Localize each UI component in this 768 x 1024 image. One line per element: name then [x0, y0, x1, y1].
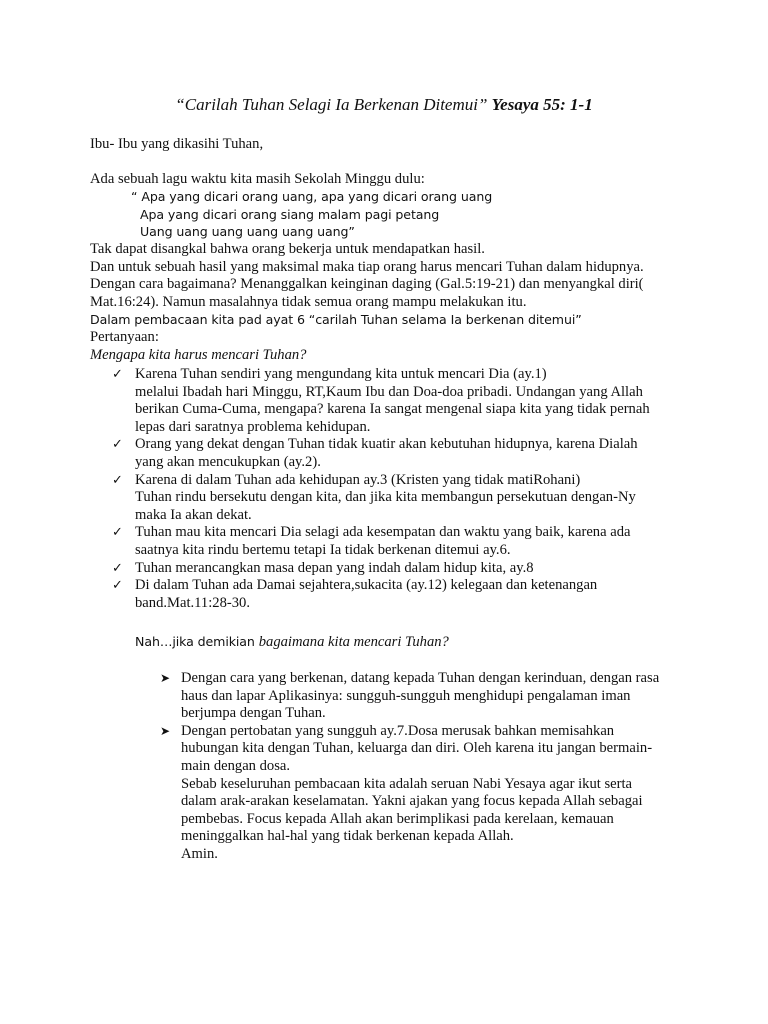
item-line: Karena di dalam Tuhan ada kehidupan ay.3 (Kristen yang tidak matiRohani) [135, 471, 581, 488]
song-line: “ Apa yang dicari orang uang, apa yang dicari orang uang [131, 189, 493, 204]
item-line: Karena Tuhan sendiri yang mengundang kita untuk mencari Dia (ay.1) [135, 366, 547, 382]
list-item [112, 560, 712, 578]
item-line: Tuhan mau kita mencari Dia selagi ada kesempatan dan waktu yang baik, karena ada [135, 524, 631, 541]
item-line: berikan Cuma-Cuma, mengapa? karena Ia sangat mengenal siapa kita yang tidak pernah [135, 401, 650, 418]
greeting [90, 136, 710, 154]
check-icon: ✓ [112, 578, 123, 594]
transition-prefix: Nah…jika demikian [135, 634, 259, 649]
list-item [112, 366, 712, 436]
item-line: hubungan kita dengan Tuhan, keluarga dan diri. Oleh karena itu jangan bermain- [181, 740, 653, 757]
list-item [160, 670, 720, 723]
intro-block [90, 171, 710, 189]
list-item [112, 436, 712, 471]
transition-question: bagaimana kita mencari Tuhan? [258, 634, 449, 650]
check-icon: ✓ [112, 525, 123, 541]
item-line: berjumpa dengan Tuhan. [181, 705, 326, 722]
body-paragraph [90, 241, 710, 364]
item-line: Orang yang dekat dengan Tuhan tidak kuatir akan kebutuhan hidupnya, karena Dialah [135, 436, 638, 453]
document-title [0, 95, 768, 115]
arrow-bullet-icon: ➤ [160, 671, 171, 685]
question-heading: Mengapa kita harus mencari Tuhan? [90, 346, 307, 363]
reasons-checklist [112, 366, 712, 612]
list-item [112, 524, 712, 559]
item-line: Sebab keseluruhan pembacaan kita adalah seruan Nabi Yesaya agar ikut serta [181, 775, 633, 792]
title-scripture-ref: Yesaya 55: 1-1 [491, 95, 593, 114]
ways-list [160, 670, 720, 864]
item-line: Di dalam Tuhan ada Damai sejahtera,sukacita (ay.12) kelegaan dan ketenangan [135, 577, 598, 594]
arrow-bullet-icon: ➤ [160, 723, 171, 738]
item-line: Amin. [181, 845, 218, 862]
item-line: maka Ia akan dekat. [135, 506, 252, 523]
item-line: meninggalkan hal-hal yang tidak berkenan kepada Allah. [181, 828, 514, 845]
list-item [160, 723, 720, 864]
paragraph-line: Dan untuk sebuah hasil yang maksimal maka tiap orang harus mencari Tuhan dalam hidupnya. [90, 258, 644, 275]
item-line: pembebas. Focus kepada Allah akan berimplikasi pada kerelaan, kemauan [181, 810, 614, 827]
song-line: Uang uang uang uang uang uang” [140, 224, 355, 240]
item-line: yang akan mencukupkan (ay.2). [135, 453, 321, 470]
title-main: “Carilah Tuhan Selagi Ia Berkenan Ditemui” [175, 95, 488, 114]
paragraph-line: Mat.16:24). Namun masalahnya tidak semua orang mampu melakukan itu. [90, 293, 527, 310]
item-line: melalui Ibadah hari Minggu, RT,Kaum Ibu dan Doa-doa pribadi. Undangan yang Allah [135, 383, 643, 400]
question-label: Pertanyaan: [90, 328, 159, 345]
intro-text: Ada sebuah lagu waktu kita masih Sekolah Minggu dulu: [90, 171, 425, 187]
item-line: Dengan cara yang berkenan, datang kepada Tuhan dengan kerinduan, dengan rasa [181, 670, 660, 686]
item-line: Tuhan merancangkan masa depan yang indah dalam hidup kita, ay.8 [135, 559, 534, 576]
item-line: lepas dari saratnya problema kehidupan. [135, 418, 371, 435]
paragraph-line: Dengan cara bagaimana? Menanggalkan keinginan daging (Gal.5:19-21) dan menyangkal diri( [90, 276, 644, 293]
greeting-text: Ibu- Ibu yang dikasihi Tuhan, [90, 136, 264, 152]
item-line: band.Mat.11:28-30. [135, 594, 250, 611]
item-line: dalam arak-arakan keselamatan. Yakni ajakan yang focus kepada Allah sebagai [181, 793, 643, 810]
item-line: Tuhan rindu bersekutu dengan kita, dan jika kita membangun persekutuan dengan-Ny [135, 489, 636, 506]
song-lyrics [131, 188, 751, 241]
list-item [112, 472, 712, 525]
check-icon: ✓ [112, 437, 123, 453]
item-line: haus dan lapar Aplikasinya: sungguh-sungguh menghidupi pengalaman iman [181, 687, 631, 704]
item-line: main dengan dosa. [181, 757, 291, 774]
item-line: saatnya kita rindu bertemu tetapi Ia tidak berkenan ditemui ay.6. [135, 541, 511, 558]
check-icon: ✓ [112, 560, 123, 576]
transition-line [135, 633, 755, 652]
reading-line: Dalam pembacaan kita pad ayat 6 “carilah Tuhan selama Ia berkenan ditemui” [90, 312, 582, 328]
list-item [112, 577, 712, 612]
check-icon: ✓ [112, 472, 123, 488]
check-icon: ✓ [112, 367, 123, 382]
paragraph-line: Tak dapat disangkal bahwa orang bekerja untuk mendapatkan hasil. [90, 241, 485, 257]
item-line: Dengan pertobatan yang sungguh ay.7.Dosa merusak bahkan memisahkan [181, 722, 615, 739]
song-line: Apa yang dicari orang siang malam pagi petang [140, 206, 440, 222]
